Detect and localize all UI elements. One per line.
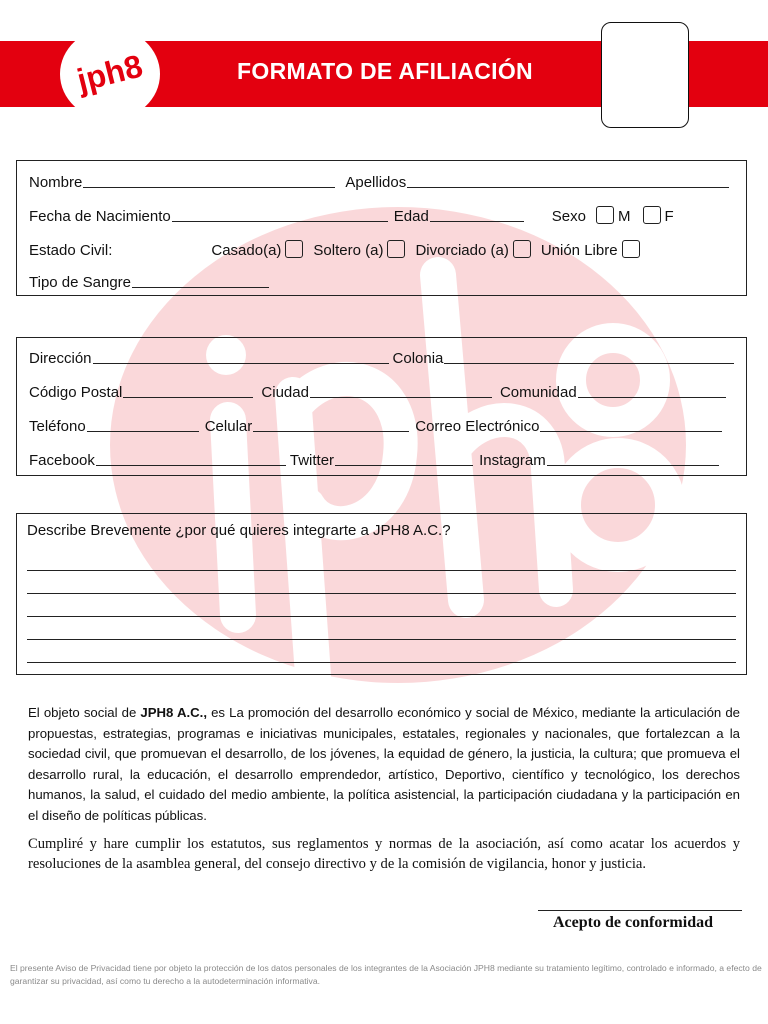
signature-label: Acepto de conformidad [553, 914, 713, 931]
codigo-postal-field[interactable] [123, 396, 253, 398]
celular-field[interactable] [253, 430, 409, 432]
soltero-checkbox[interactable] [387, 240, 405, 258]
photo-box [601, 22, 689, 128]
union-libre-label: Unión Libre [540, 242, 618, 259]
sexo-f-label: F [664, 208, 674, 225]
apellidos-label: Apellidos [345, 174, 407, 191]
union-libre-checkbox[interactable] [622, 240, 640, 258]
answer-line[interactable] [27, 662, 736, 663]
telefono-field[interactable] [87, 430, 199, 432]
row-birth [29, 203, 736, 225]
estado-civil-label: Estado Civil: [29, 242, 113, 259]
colonia-label: Colonia [392, 350, 444, 367]
edad-label: Edad [393, 208, 429, 225]
comunidad-field[interactable] [578, 396, 726, 398]
comunidad-label: Comunidad [499, 384, 577, 401]
ciudad-field[interactable] [310, 396, 492, 398]
privacy-notice: El presente Aviso de Privacidad tiene por objeto la protección de los datos personales de los integrantes de la Asociación JPH8 mediante su tratamiento legítimo, controlado e informado, a efecto de garantizar su privacidad, así como tu derecho a la autodeterminación informativa. [10, 963, 762, 986]
casado-label: Casado(a) [211, 242, 282, 259]
divorciado-checkbox[interactable] [513, 240, 531, 258]
facebook-label: Facebook [29, 452, 95, 469]
ciudad-label: Ciudad [261, 384, 309, 401]
colonia-field[interactable] [444, 362, 734, 364]
sexo-m-checkbox[interactable] [596, 206, 614, 224]
row-name [29, 169, 736, 191]
nombre-field[interactable] [83, 186, 335, 188]
answer-line[interactable] [27, 593, 736, 594]
svg-text:jph8: jph8 [73, 47, 147, 99]
instagram-field[interactable] [547, 464, 719, 466]
telefono-label: Teléfono [29, 418, 86, 435]
answer-line[interactable] [27, 570, 736, 571]
row-civil-status [29, 237, 736, 259]
reason-question: Describe Brevemente ¿por qué quieres integrarte a JPH8 A.C.? [27, 522, 451, 539]
fecha-nacimiento-field[interactable] [172, 220, 388, 222]
compromiso-paragraph: Cumpliré y hare cumplir los estatutos, sus reglamentos y normas de la asociación, así como acatar los acuerdos y resoluciones de la asamblea general, del consejo directivo y de la comisión de vigilancia, honor y justicia. [28, 836, 740, 872]
tipo-sangre-field[interactable] [132, 286, 269, 288]
celular-label: Celular [204, 418, 253, 435]
row-address [29, 345, 736, 367]
sexo-f-checkbox[interactable] [643, 206, 661, 224]
correo-field[interactable] [540, 430, 722, 432]
instagram-label: Instagram [479, 452, 546, 469]
sexo-m-label: M [618, 208, 631, 225]
twitter-field[interactable] [335, 464, 473, 466]
row-social [29, 447, 736, 469]
row-phones [29, 413, 736, 435]
apellidos-field[interactable] [407, 186, 729, 188]
reason-section [16, 513, 747, 675]
edad-field[interactable] [430, 220, 524, 222]
twitter-label: Twitter [289, 452, 335, 469]
row-location [29, 379, 736, 401]
answer-line[interactable] [27, 616, 736, 617]
sexo-label: Sexo [551, 208, 586, 225]
casado-checkbox[interactable] [285, 240, 303, 258]
direccion-field[interactable] [93, 362, 389, 364]
form-title: FORMATO DE AFILIACIÓN [237, 58, 533, 84]
objeto-social-paragraph [28, 703, 740, 827]
divorciado-label: Divorciado (a) [415, 242, 509, 259]
objeto-social-text: es La promoción del desarrollo económico y social de México, mediante la articulación de propuestas, estrategias, programas e iniciativas municipales, estatales, regionales y nacionales, que fortalezcan a la sociedad civil, que promuevan el desarrollo, de los jóvenes, la equidad de género, la justicia, la cultura; que promueva el desarrollo rural, la educación, el desarrollo emprendedor, artístico, Deportivo, científico y tecnológico, los derechos humanos, la salud, el cuidado del medio ambiente, la política asistencial, la participación ciudadana y la participación en el diseño de políticas públicas. [28, 705, 740, 823]
answer-line[interactable] [27, 639, 736, 640]
contact-section [16, 337, 747, 476]
codigo-postal-label: Código Postal [29, 384, 123, 401]
row-blood-type [29, 269, 736, 291]
direccion-label: Dirección [29, 350, 92, 367]
soltero-label: Soltero (a) [313, 242, 384, 259]
objeto-social-prefix: El objeto social de [28, 705, 141, 720]
org-name: JPH8 A.C., [140, 705, 208, 720]
facebook-field[interactable] [96, 464, 286, 466]
signature-line[interactable] [538, 910, 742, 911]
fecha-nacimiento-label: Fecha de Nacimiento [29, 208, 171, 225]
nombre-label: Nombre [29, 174, 83, 191]
correo-label: Correo Electrónico [415, 418, 540, 435]
tipo-sangre-label: Tipo de Sangre [29, 274, 132, 291]
personal-data-section [16, 160, 747, 296]
jph8-logo [58, 26, 162, 122]
